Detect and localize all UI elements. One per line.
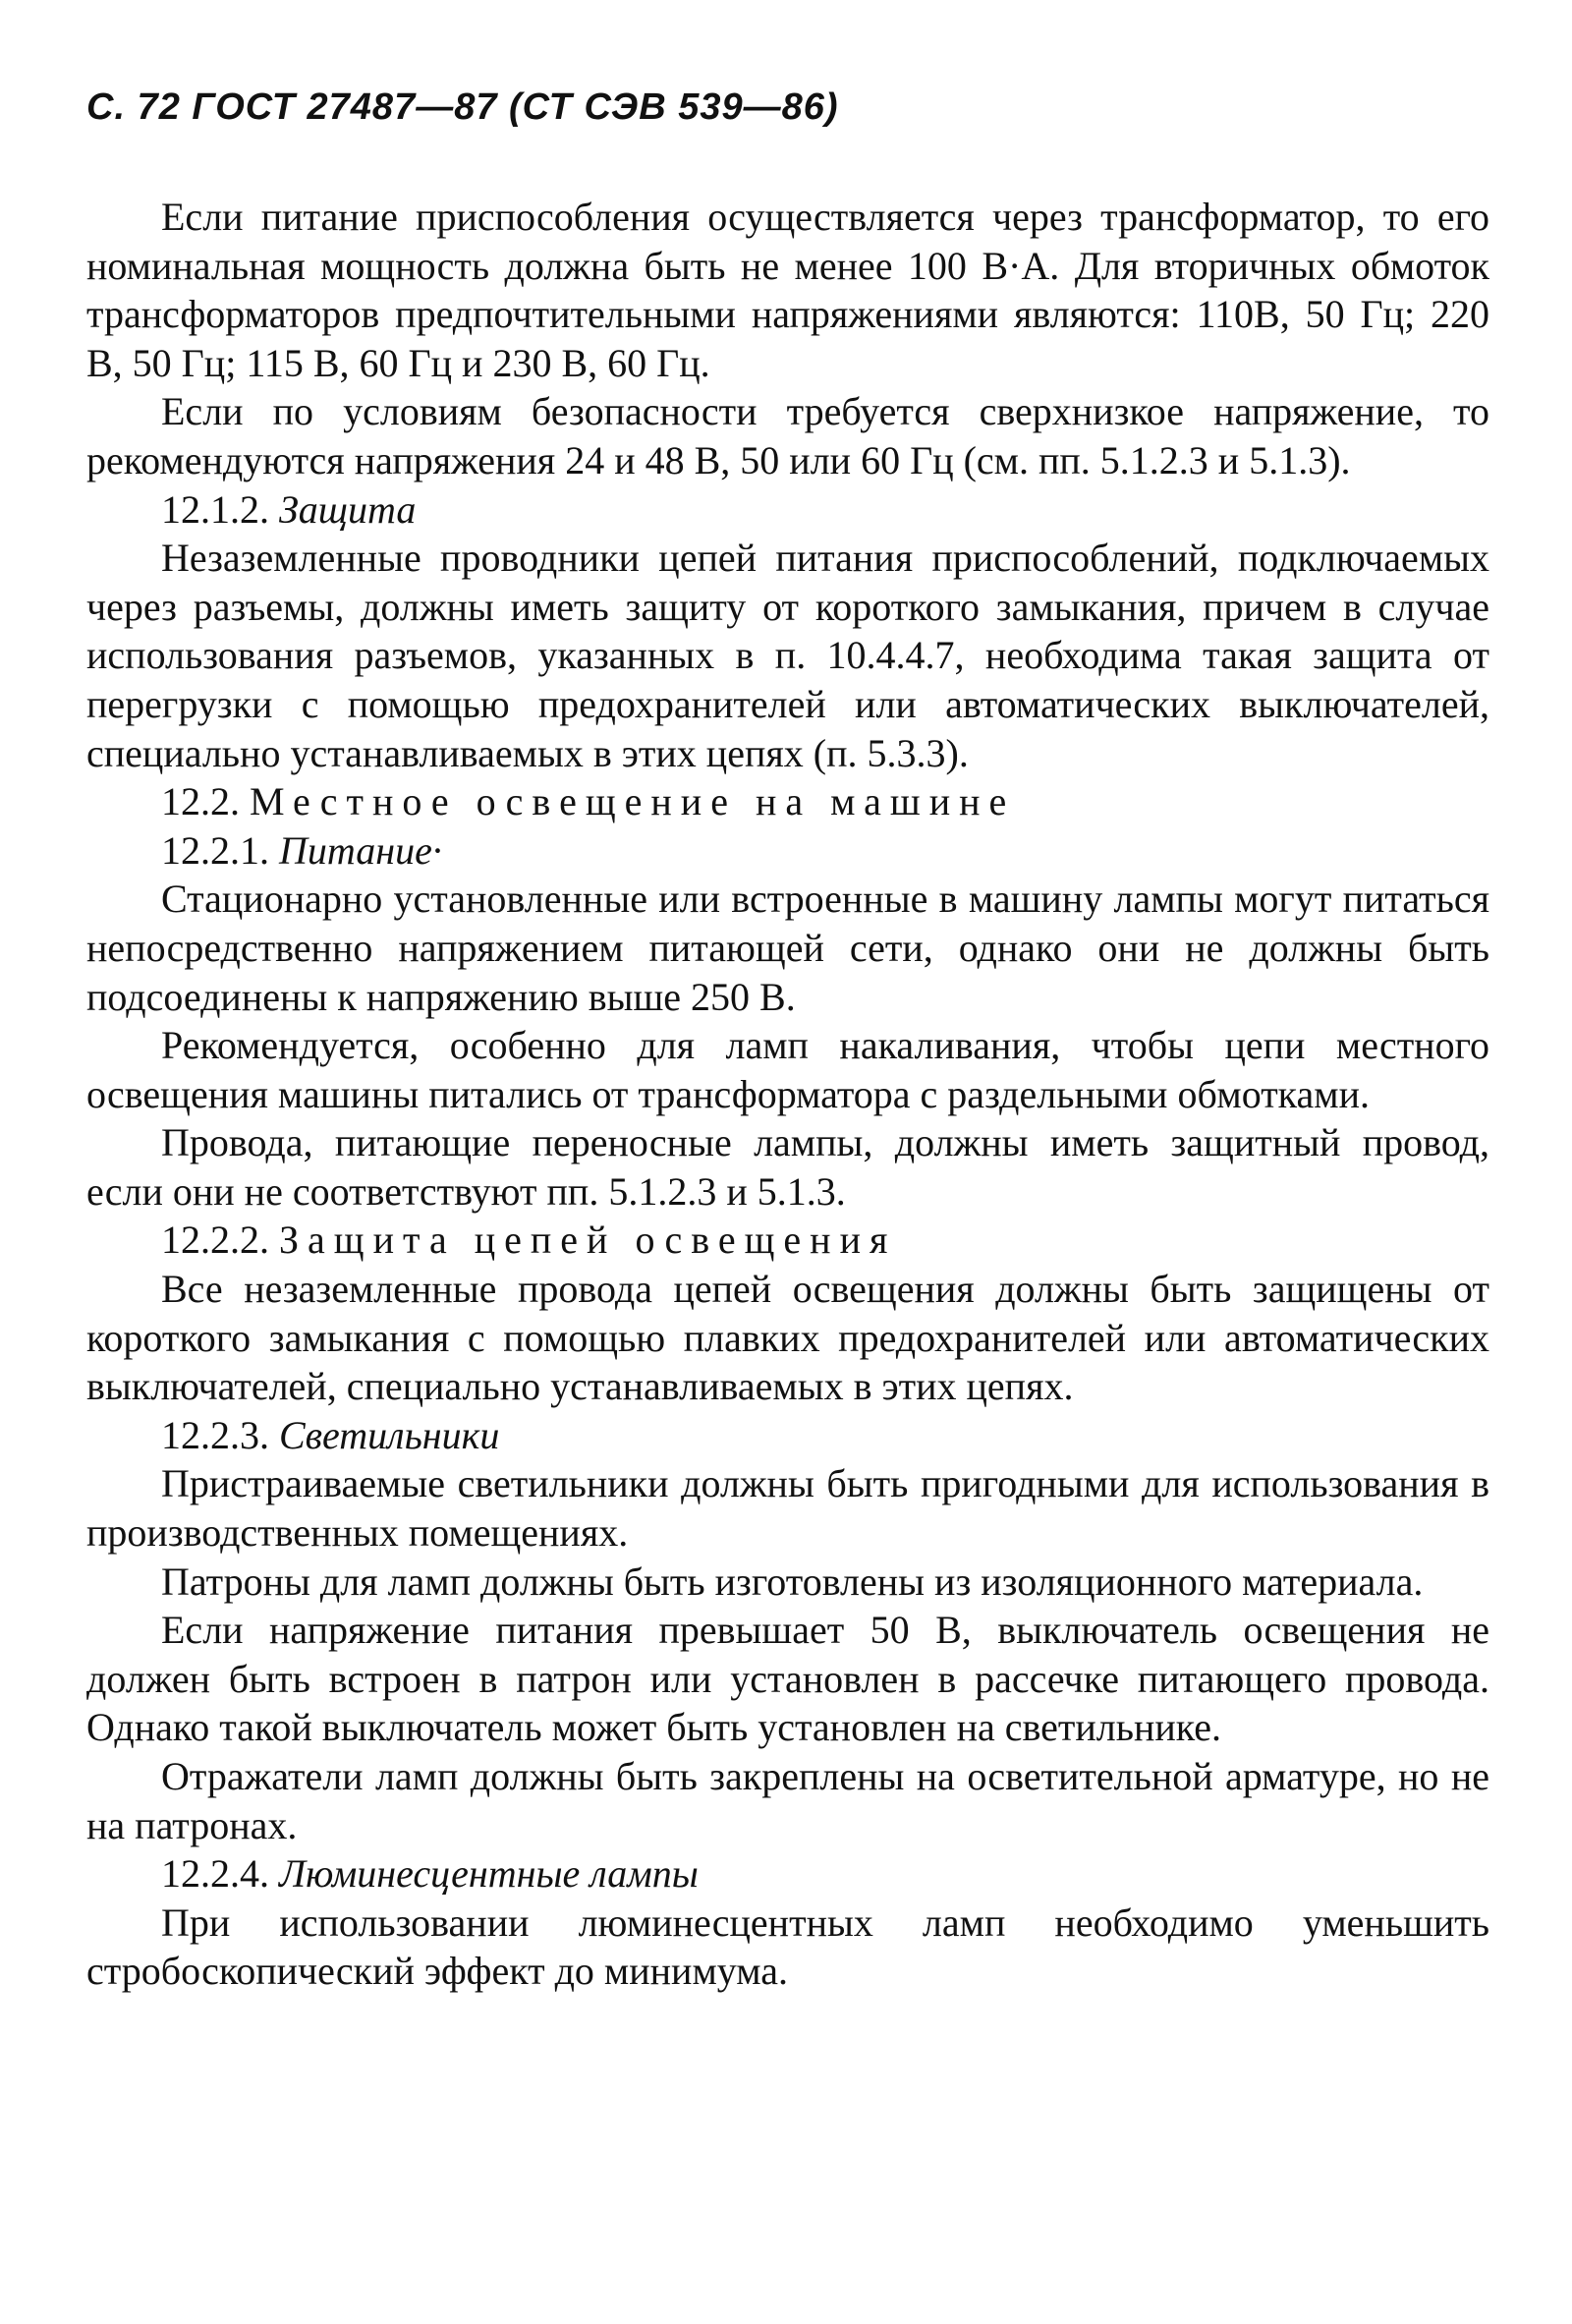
document-page <box>86 0 1501 2324</box>
section-heading <box>86 777 1489 826</box>
paragraph: При использовании люминесцентных ламп необходимо уменьшить стробоскопический эффект до минимума. <box>86 1899 1489 1994</box>
section-title: Люминесцентные лампы <box>279 1851 699 1897</box>
paragraph: Если по условиям безопасности требуется сверхнизкое напряжение, то рекомендуются напряжения 24 и 48 В, 50 или 60 Гц (см. пп. 5.1.2.3 и 5.1.3). <box>86 389 1489 482</box>
paragraph: Если питание приспособления осуществляется через трансформатор, то его номинальная мощность должна быть не менее 100 В·А. Для вторичных обмоток трансформаторов предпочтительными напряжениями являются: 110В, 50 Гц; 220 В, 50 Гц; 115 В, 60 Гц и 230 В, 60 Гц. <box>86 195 1489 385</box>
section-number: 12.1.2. <box>161 486 269 532</box>
section-title: Светильники <box>279 1412 500 1457</box>
paragraph: Если напряжение питания превышает 50 В, выключатель освещения не должен быть встроен в патрон или установлен в рассечке питающего провода. Однако такой выключатель может быть установлен на светильнике. <box>86 1608 1489 1750</box>
section-title: Защита цепей освещения <box>279 1218 897 1263</box>
paragraph: Все незаземленные провода цепей освещения должны быть защищены от короткого замыкания с помощью плавких предохранителей или автоматических выключателей, специально устанавливаемых в этих цепях. <box>86 1267 1489 1409</box>
section-heading <box>86 826 1489 876</box>
section-number: 12.2.3. <box>161 1412 269 1457</box>
section-number: 12.2.2. <box>161 1218 269 1263</box>
paragraph: Стационарно установленные или встроенные в машину лампы могут питаться непосредственно напряжением питающей сети, однако они не должны быть подсоединены к напряжению выше 250 В. <box>86 877 1489 1019</box>
section-heading <box>86 1216 1489 1265</box>
section-number: 12.2. <box>161 779 240 824</box>
paragraph: Незаземленные проводники цепей питания приспособлений, подключаемых через разъемы, должны иметь защиту от короткого замыкания, причем в случае использования разъемов, указанных в п. 10.4.4.7, необходима такая защита от перегрузки с помощью предохранителей или автоматических выключателей, специально устанавливаемых в этих цепях (п. 5.3.3). <box>86 536 1489 775</box>
paragraph: Провода, питающие переносные лампы, должны иметь защитный провод, если они не соответствуют пп. 5.1.2.3 и 5.1.3. <box>86 1120 1489 1214</box>
section-title: Питание· <box>279 827 442 873</box>
section-heading <box>86 1411 1489 1460</box>
paragraph: Пристраиваемые светильники должны быть пригодными для использования в производственных помещениях. <box>86 1461 1489 1556</box>
section-title: Местное освещение на машине <box>250 779 1016 824</box>
section-number: 12.2.1. <box>161 827 269 873</box>
paragraph: Патроны для ламп должны быть изготовлены из изоляционного материала. <box>161 1559 1424 1604</box>
paragraph: Отражатели ламп должны быть закреплены на осветительной арматуре, но не на патронах. <box>86 1754 1489 1847</box>
document-body <box>86 193 1489 1996</box>
section-heading <box>86 1849 1489 1899</box>
page-header: С. 72 ГОСТ 27487—87 (СТ СЭВ 539—86) <box>86 86 839 128</box>
section-heading <box>86 485 1489 535</box>
paragraph: Рекомендуется, особенно для ламп накаливания, чтобы цепи местного освещения машины питались от трансформатора с раздельными обмотками. <box>86 1023 1489 1116</box>
section-number: 12.2.4. <box>161 1851 269 1897</box>
section-title: Защита <box>279 486 417 532</box>
